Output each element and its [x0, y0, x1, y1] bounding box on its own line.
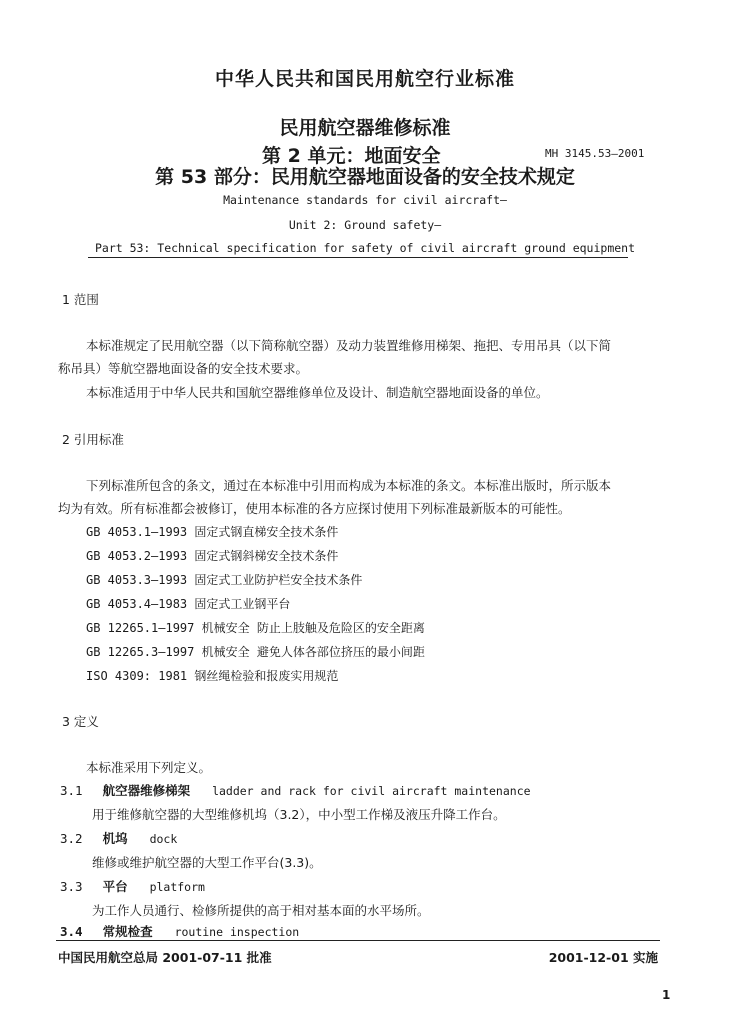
reference-item: GB 12265.1—1997 机械安全 防止上肢触及危险区的安全距离	[86, 621, 425, 635]
reference-item: GB 4053.1—1993 固定式钢直梯安全技术条件	[86, 525, 339, 539]
term-number: 3.3	[60, 879, 83, 894]
organization-title: 中华人民共和国民用航空行业标准	[214, 68, 515, 90]
definition-term-3-2	[60, 829, 177, 847]
references-intro-line-1: 下列标准所包含的条文，通过在本标准中引用而构成为本标准的条文。本标准出版时，所示版本	[86, 478, 612, 493]
definitions-intro: 本标准采用下列定义。	[86, 760, 212, 775]
section-heading-references: 2 引用标准	[62, 432, 124, 447]
term-name: 常规检查	[102, 924, 153, 939]
term-number: 3.1	[60, 783, 83, 798]
references-intro-line-2: 均为有效。所有标准都会被修订，使用本标准的各方应探讨使用下列标准最新版本的可能性。	[58, 501, 571, 516]
reference-item: GB 4053.4—1983 固定式工业钢平台	[86, 597, 291, 611]
approval-date: 中国民用航空总局 2001-07-11 批准	[58, 950, 272, 965]
definition-term-3-3	[60, 877, 205, 895]
unit-title: 第 2 单元：地面安全	[262, 145, 441, 167]
term-name: 平台	[102, 879, 128, 894]
term-description: 维修或维护航空器的大型工作平台(3.3)。	[92, 855, 322, 870]
reference-item: ISO 4309: 1981 钢丝绳检验和报废实用规范	[86, 669, 339, 683]
reference-item: GB 12265.3—1997 机械安全 避免人体各部位挤压的最小间距	[86, 645, 425, 659]
scope-paragraph-2: 本标准适用于中华人民共和国航空器维修单位及设计、制造航空器地面设备的单位。	[86, 385, 549, 400]
definition-term-3-1	[60, 781, 531, 799]
page-number: 1	[662, 988, 671, 1002]
term-english: ladder and rack for civil aircraft maintenance	[212, 784, 531, 798]
reference-item: GB 4053.3—1993 固定式工业防护栏安全技术条件	[86, 573, 363, 587]
english-part-title: Part 53: Technical specification for safety of civil aircraft ground equipment	[94, 241, 636, 255]
term-english: routine inspection	[174, 925, 300, 939]
header-divider	[88, 257, 628, 258]
term-name: 航空器维修梯架	[102, 783, 191, 798]
term-english: platform	[149, 880, 205, 894]
series-title: 民用航空器维修标准	[279, 117, 451, 139]
term-number: 3.2	[60, 831, 83, 846]
term-description: 用于维修航空器的大型维修机坞（3.2），中小型工作梯及液压升降工作台。	[92, 807, 506, 822]
english-series-title: Maintenance standards for civil aircraft—	[223, 193, 507, 207]
footer-divider	[56, 940, 660, 941]
implementation-date: 2001-12-01 实施	[548, 950, 658, 965]
standard-code: MH 3145.53—2001	[545, 147, 645, 160]
definition-term-3-4	[60, 922, 299, 940]
term-name: 机坞	[102, 831, 128, 846]
section-heading-definitions: 3 定义	[62, 714, 99, 729]
scope-paragraph-1-line-2: 称吊具）等航空器地面设备的安全技术要求。	[58, 361, 309, 376]
english-unit-title: Unit 2: Ground safety—	[288, 218, 442, 232]
scope-paragraph-1-line-1: 本标准规定了民用航空器（以下简称航空器）及动力装置维修用梯架、拖把、专用吊具（以下简	[86, 338, 612, 353]
reference-item: GB 4053.2—1993 固定式钢斜梯安全技术条件	[86, 549, 339, 563]
part-title: 第 53 部分：民用航空器地面设备的安全技术规定	[155, 166, 575, 188]
term-english: dock	[149, 832, 178, 846]
section-heading-scope: 1 范围	[62, 292, 99, 307]
term-number: 3.4	[60, 924, 83, 939]
term-description: 为工作人员通行、检修所提供的高于相对基本面的水平场所。	[92, 903, 430, 918]
